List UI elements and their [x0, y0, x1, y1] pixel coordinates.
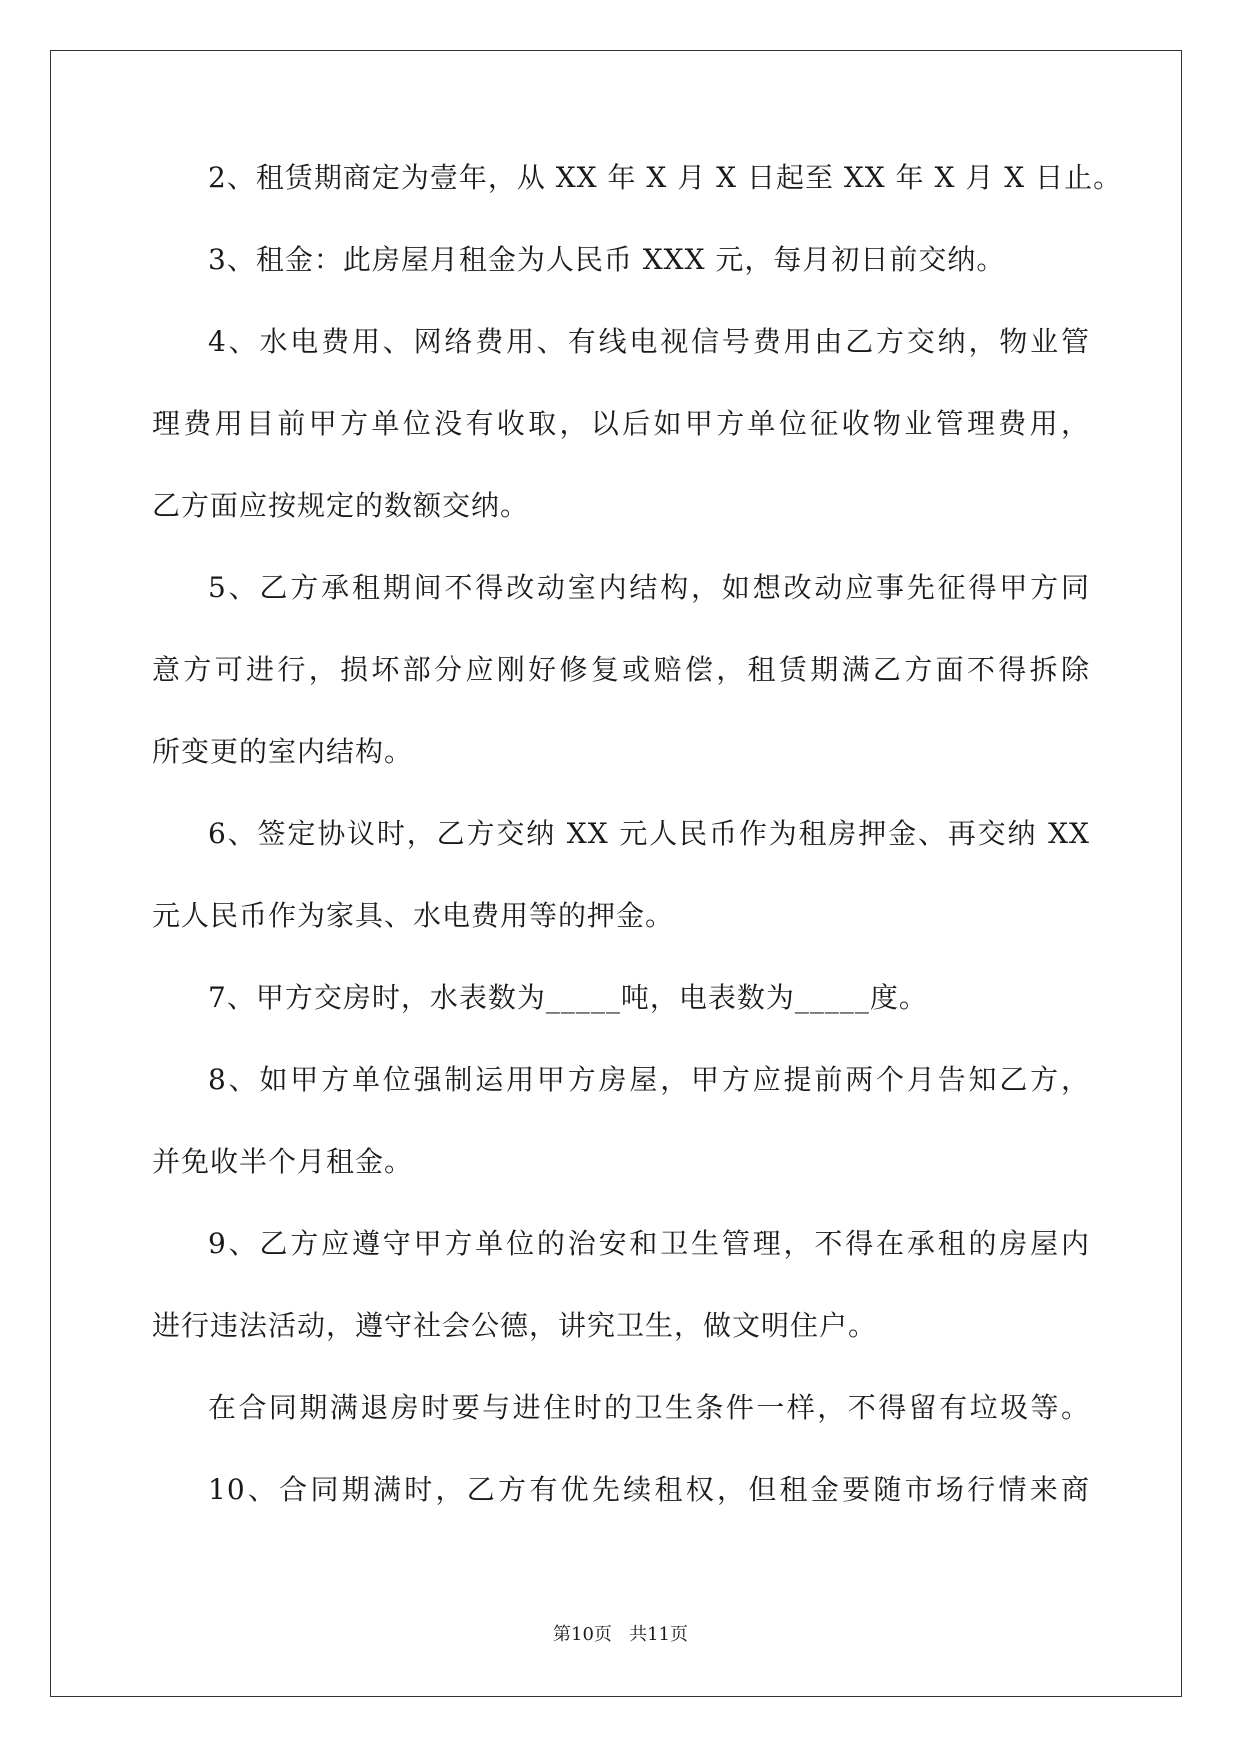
text-line: 3、租金：此房屋月租金为人民币 XXX 元，每月初日前交纳。: [208, 243, 1006, 276]
text-line: 4、水电费用、网络费用、有线电视信号费用由乙方交纳，物业管: [208, 325, 1090, 358]
text-line: 10、合同期满时，乙方有优先续租权，但租金要随市场行情来商: [208, 1473, 1090, 1506]
page-number-label: 第10页 共11页: [553, 1624, 688, 1645]
text-line: 2、租赁期商定为壹年，从 XX 年 X 月 X 日起至 XX 年 X 月 X 日止。: [208, 161, 1123, 194]
text-line: 5、乙方承租期间不得改动室内结构，如想改动应事先征得甲方同: [208, 571, 1090, 604]
text-line: 意方可进行，损坏部分应刚好修复或赔偿，租赁期满乙方面不得拆除: [152, 653, 1090, 686]
text-line: 在合同期满退房时要与进住时的卫生条件一样，不得留有垃圾等。: [208, 1391, 1090, 1424]
text-line: 理费用目前甲方单位没有收取，以后如甲方单位征收物业管理费用，: [152, 407, 1090, 440]
text-line: 8、如甲方单位强制运用甲方房屋，甲方应提前两个月告知乙方，: [208, 1063, 1090, 1096]
document-body: [152, 161, 1123, 1556]
text-line: 6、签定协议时，乙方交纳 XX 元人民币作为租房押金、再交纳 XX: [208, 817, 1090, 850]
text-line: 7、甲方交房时，水表数为_____吨，电表数为_____度。: [208, 981, 928, 1014]
text-line: 元人民币作为家具、水电费用等的押金。: [152, 899, 675, 932]
text-line: 乙方面应按规定的数额交纳。: [152, 489, 530, 522]
page-footer: [0, 1624, 1241, 1646]
text-line: 9、乙方应遵守甲方单位的治安和卫生管理，不得在承租的房屋内: [208, 1227, 1090, 1260]
text-line: 进行违法活动，遵守社会公德，讲究卫生，做文明住户。: [152, 1309, 878, 1342]
text-line: 所变更的室内结构。: [152, 735, 414, 768]
text-line: 并免收半个月租金。: [152, 1145, 414, 1178]
